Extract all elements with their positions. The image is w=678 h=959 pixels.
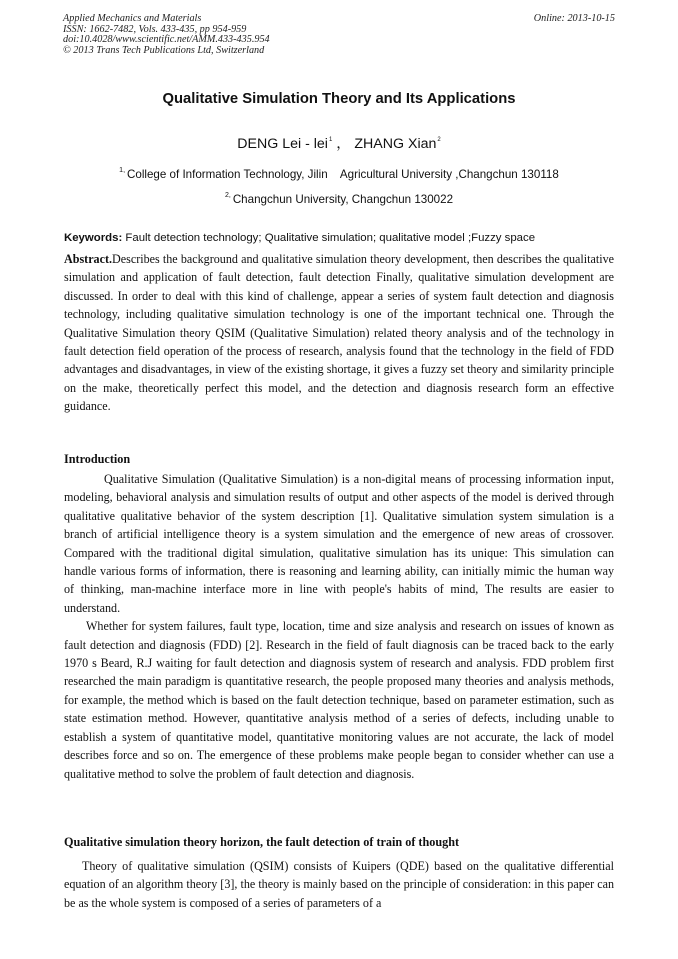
keywords-text: Fault detection technology; Qualitative simulation; qualitative model ;Fuzzy space [122,232,536,244]
copyright-line: © 2013 Trans Tech Publications Ltd, Switzerland [63,44,265,56]
keywords-label: Keywords: [64,232,123,244]
affiliation-2-mark: 2, [224,192,231,199]
author-line [0,133,678,153]
doi-line: doi:10.4028/www.scientific.net/AMM.433-435.954 [63,34,270,46]
affiliation-1-text: College of Information Technology, Jilin Agricultural University ,Changchun 130118 [127,168,559,181]
abstract [64,250,614,416]
affiliation-2 [0,192,678,206]
abstract-text: Describes the background and qualitative simulation theory development, then describes the qualitative simulation and application of fault detection, fault detection Finally, qualitative simulation development are discussed. In order to deal with this kind of challenge, appear a series of system fault detection and diagnosis technology, including qualitative simulation technology is one of the important technical one. Through the Qualitative Simulation theory QSIM (Qualitative Simulation) related theory analysis and of the technology in fault detection field operation of the process of research, analysis found that the technology in the field of FDD advantages and disadvantages, in view of the existing shortage, it gives a fuzzy set theory and similarity principle on the make, theoretically perfect this model, and the detection and diagnosis research form an effective guidance. [64,252,614,414]
journal-header [63,14,270,56]
introduction-body [64,470,614,783]
affiliation-1 [0,167,678,181]
author-1-affiliation-mark: 1 [328,137,333,143]
section-2-body [64,857,614,912]
abstract-label: Abstract. [64,252,113,266]
keywords [64,232,535,244]
author-1: DENG Lei - lei [237,136,328,152]
author-2: ZHANG Xian [354,136,437,152]
paper-title: Qualitative Simulation Theory and Its Applications [162,91,516,107]
journal-name: Applied Mechanics and Materials [63,13,202,24]
online-date: Online: 2013-10-15 [533,13,615,24]
section-2-paragraph-1: Theory of qualitative simulation (QSIM) consists of Kuipers (QDE) based on the qualitative differential equation of an algorithm theory [3], the theory is mainly based on the principle of consideration: in this paper can be as the whole system is composed of a series of parameters of a [64,859,614,910]
introduction-paragraph-1: Qualitative Simulation (Qualitative Simulation) is a non-digital means of processing information input, modeling, behavioral analysis and simulation results of output and other aspects of the model is derived through qualitative qualitative behavior of the system description [1]. Qualitative simulation system simulation is a branch of artificial intelligence theory is a system simulation and the emergence of new areas of crossover. Compared with the traditional digital simulation, qualitative simulation has its unique: This simulation can handle various forms of information, there is reasoning and learning ability, can initially mimic the human way of thinking, man-machine interface more in line with people's habits of mind, The results are easier to understand. [64,472,614,615]
author-2-affiliation-mark: 2 [437,137,441,143]
affiliation-2-text: Changchun University, Changchun 130022 [232,193,454,206]
author-separator: ， [336,136,351,152]
section-2-heading: Qualitative simulation theory horizon, the fault detection of train of thought [64,835,460,849]
introduction-paragraph-2: Whether for system failures, fault type, location, time and size analysis and research on issues of known as fault detection and diagnosis (FDD) [2]. Research in the field of fault diagnosis can be traced back to the early 1970 s Beard, R.J waiting for fault detection and diagnosis system of research and analysis. FDD problem first researched the main paradigm is quantitative research, the people proposed many theories and analysis methods, for example, the method which is based on the fault detection technique, based on parameter estimation, such as state estimation method. However, quantitative analysis method of a series of defects, including unable to establish a system of quantitative model, quantitative monitoring values are not accurate, the lack of model describes force and so on. The emergence of these problems make people began to consider whether can use a qualitative method to solve the problem of fault detection and diagnosis. [64,619,614,781]
introduction-heading: Introduction [64,452,131,466]
issn-line: ISSN: 1662-7482, Vols. 433-435, pp 954-959 [63,23,247,35]
affiliation-1-mark: 1, [119,167,126,174]
